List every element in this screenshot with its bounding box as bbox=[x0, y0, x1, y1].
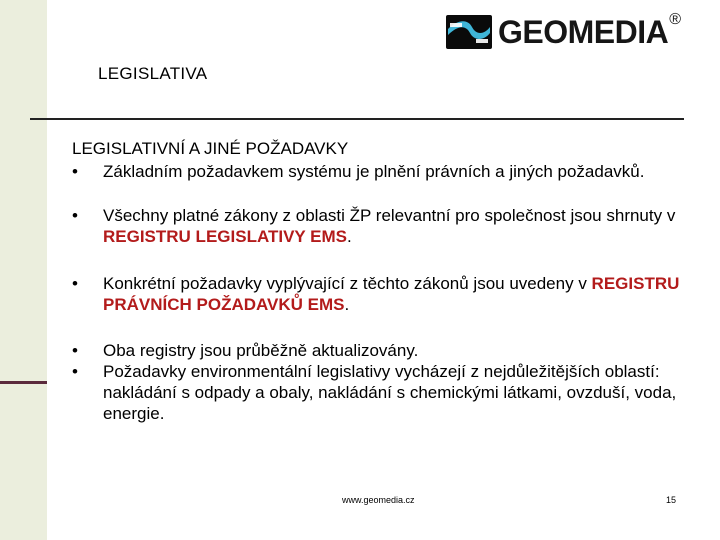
bullet-text: Základním požadavkem systému je plnění právních a jiných požadavků. bbox=[103, 162, 645, 181]
bullet-marker: • bbox=[72, 206, 78, 225]
bullet-highlight: REGISTRU PRÁVNÍCH POŽADAVKŮ EMS bbox=[103, 274, 680, 314]
bullet-marker: • bbox=[72, 362, 78, 381]
bullet-item bbox=[72, 161, 702, 182]
left-side-band bbox=[0, 0, 47, 540]
bullet-punct: . bbox=[347, 227, 352, 246]
bullet-item bbox=[72, 361, 702, 424]
slide-content bbox=[72, 138, 702, 424]
bullet-item bbox=[72, 205, 702, 247]
wave-logo-icon bbox=[446, 15, 492, 49]
section-heading: LEGISLATIVNÍ A JINÉ POŽADAVKY bbox=[72, 139, 349, 158]
geomedia-logo bbox=[446, 12, 702, 52]
bullet-text: Požadavky environmentální legislativy vycházejí z nejdůležitějších oblastí: nakládání s odpady a obaly, nakládání s chemickými látkami, ovzduší, voda, energie. bbox=[103, 362, 677, 423]
page-number: 15 bbox=[666, 495, 677, 505]
bullet-marker: • bbox=[72, 341, 78, 360]
bullet-text: Všechny platné zákony z oblasti ŽP relevantní pro společnost jsou shrnuty v bbox=[103, 206, 676, 225]
bullet-item bbox=[72, 340, 702, 361]
bullet-text: Konkrétní požadavky vyplývající z těchto zákonů jsou uvedeny v bbox=[103, 274, 592, 293]
left-accent-bar bbox=[0, 381, 47, 384]
bullet-punct: . bbox=[344, 295, 350, 314]
bullet-highlight: REGISTRU LEGISLATIVY EMS bbox=[103, 227, 348, 246]
header-divider bbox=[30, 118, 684, 120]
bullet-text: Oba registry jsou průběžně aktualizovány. bbox=[103, 341, 419, 360]
logo-wordmark: GEOMEDIA® bbox=[498, 11, 681, 50]
bullet-marker: • bbox=[72, 162, 78, 181]
bullet-marker: • bbox=[72, 274, 78, 293]
bullet-item bbox=[72, 273, 702, 315]
page-title: LEGISLATIVA bbox=[98, 64, 208, 83]
footer-url: www.geomedia.cz bbox=[342, 495, 415, 505]
